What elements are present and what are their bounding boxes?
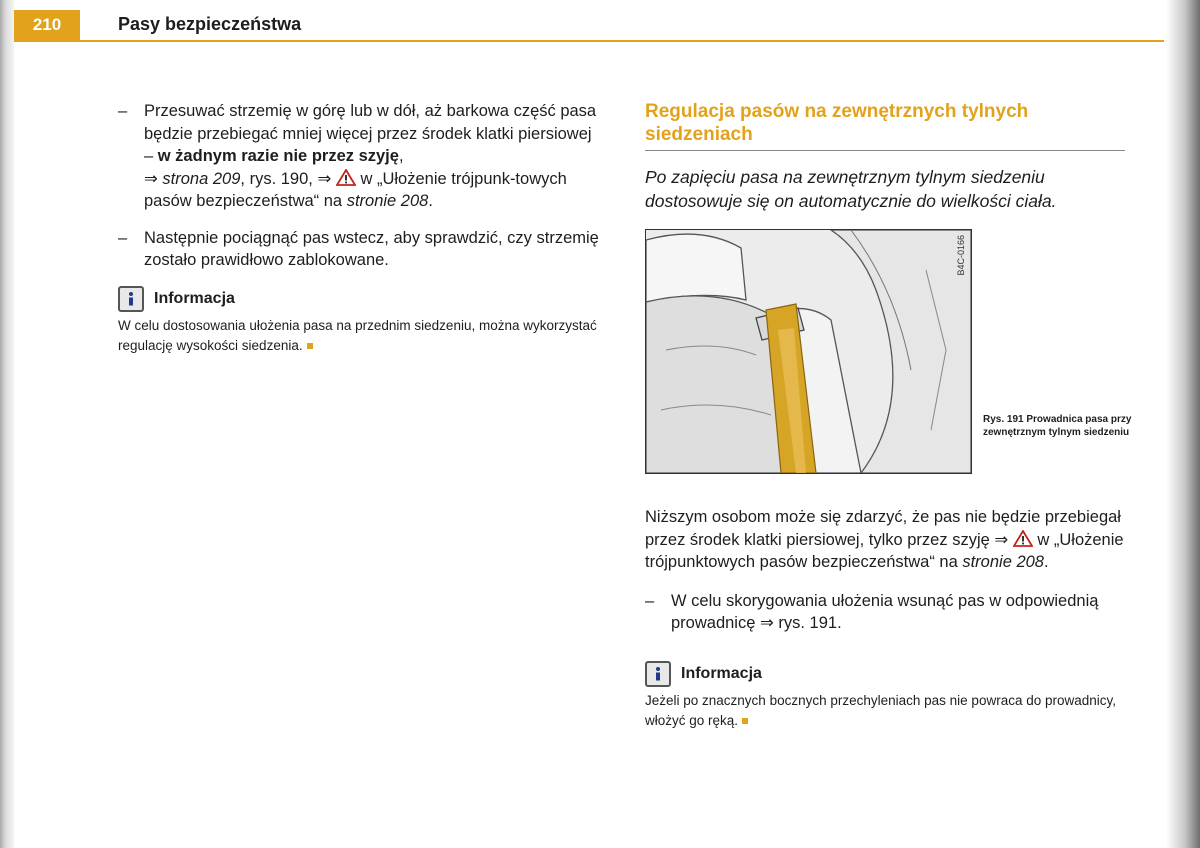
page-reference-link[interactable]: stronie 208 xyxy=(962,553,1044,571)
info-title: Informacja xyxy=(681,664,762,682)
ref-arrow: ⇒ xyxy=(317,169,332,188)
step-text-e: . xyxy=(428,192,433,210)
info-icon xyxy=(645,661,671,687)
step-dash: – xyxy=(118,102,128,120)
end-square-icon xyxy=(307,343,313,349)
section-intro: Po zapięciu pasa na zewnętrznym tylnym siedzeniu dostosowuje się on automatycznie do wielkości ciała. xyxy=(645,167,1057,211)
page-title: Pasy bezpieczeństwa xyxy=(118,14,302,34)
info-text-body: Jeżeli po znacznych bocznych przechyleniach pas nie powraca do prowadnicy, włożyć go ręką. xyxy=(645,692,1117,728)
step-text-b: , xyxy=(398,147,404,165)
step-bold-warning: w żadnym razie nie przez szyję xyxy=(157,147,399,165)
step-adjust-strap xyxy=(118,100,603,213)
section-heading: Regulacja pasów na zewnętrznych tylnych siedzeniach xyxy=(645,100,1125,151)
warning-triangle-icon xyxy=(336,169,356,186)
step-text-d: w „Ułożenie trójpunk-towych pasów bezpieczeństwa“ na xyxy=(144,169,567,210)
page-number: 210 xyxy=(14,10,80,40)
page-reference-link[interactable]: strona 209 xyxy=(162,169,241,188)
paragraph-text-a: Niższym osobom może się zdarzyć, że pas nie będzie przebiegał przez środek klatki piersiowej, tylko przez szyję xyxy=(645,508,1121,549)
ref-arrow: ⇒ xyxy=(994,530,1009,549)
paragraph-text-b: w „Ułożenie trójpunktowych pasów bezpieczeństwa“ na xyxy=(645,530,1124,571)
info-icon xyxy=(118,286,144,312)
info-box xyxy=(645,661,1125,731)
step-dash: – xyxy=(118,228,128,247)
ref-arrow: ⇒ xyxy=(144,169,158,188)
caption-text: Prowadnica pasa przy zewnętrznym tylnym siedzeniu xyxy=(983,414,1132,438)
step-text: W celu skorygowania ułożenia wsunąć pas w odpowiednią prowadnicę ⇒ rys. 191. xyxy=(671,591,1099,632)
page-reference-link[interactable]: stronie 208 xyxy=(346,192,429,210)
figure-code: B4C-0166 xyxy=(956,235,966,276)
info-header xyxy=(118,286,603,312)
end-square-icon xyxy=(742,718,748,724)
page-binding-shadow xyxy=(0,0,14,848)
section-paragraph xyxy=(645,506,1125,574)
right-column xyxy=(645,100,1132,731)
figure-caption xyxy=(983,413,1133,439)
paragraph-text-c: . xyxy=(1043,553,1049,571)
step-insert-belt xyxy=(645,590,1125,635)
caption-number: Rys. 191 xyxy=(983,414,1024,425)
info-text xyxy=(118,316,603,356)
warning-triangle-icon xyxy=(1013,530,1033,547)
left-column xyxy=(118,100,603,356)
step-check-lock xyxy=(118,227,603,272)
step-text: Następnie pociągnąć pas wstecz, aby sprawdzić, czy strzemię zostało prawidłowo zablokowane. xyxy=(144,228,599,269)
seatbelt-guide-illustration xyxy=(645,229,972,474)
info-text-body: W celu dostosowania ułożenia pasa na przednim siedzeniu, można wykorzystać regulację wysokości siedzenia. xyxy=(118,317,597,353)
step-text-c: , rys. 190, xyxy=(240,169,313,188)
step-dash: – xyxy=(645,591,655,610)
info-header xyxy=(645,661,1125,687)
figure-191 xyxy=(645,229,1132,474)
info-title: Informacja xyxy=(154,289,235,307)
page-edge-shadow xyxy=(1166,0,1200,848)
info-text xyxy=(645,691,1125,731)
step-text-a: Przesuwać strzemię w górę lub w dół, aż barkowa część pasa będzie przebiegać mniej więcej przez środek klatki piersiowej – xyxy=(144,102,597,165)
info-box xyxy=(118,286,603,356)
